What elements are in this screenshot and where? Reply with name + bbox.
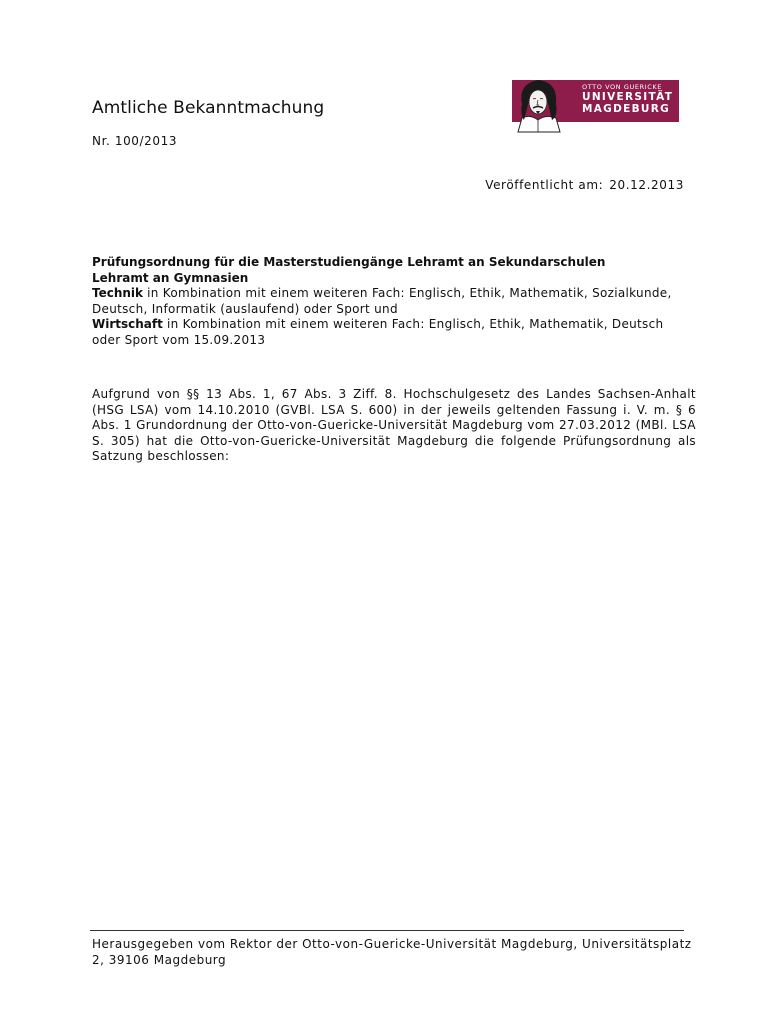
regulation-heading (92, 255, 692, 348)
technik-label: Technik (92, 286, 144, 300)
footer-publisher: Herausgegeben vom Rektor der Otto-von-Guericke-Universität Magdeburg, Universitätsplatz 2, 39106 Magdeburg (92, 937, 692, 967)
wirtschaft-description: in Kombination mit einem weiteren Fach: Englisch, Ethik, Mathematik, Deutsch oder Sport vom 15.09.2013 (92, 317, 664, 347)
heading-line-2: Lehramt an Gymnasien (92, 270, 249, 285)
logo-wordmark (582, 82, 673, 115)
heading-line-1: Prüfungsordnung für die Masterstudiengänge Lehramt an Sekundarschulen (92, 255, 606, 269)
preamble-paragraph: Aufgrund von §§ 13 Abs. 1, 67 Abs. 3 Ziff. 8. Hochschulgesetz des Landes Sachsen-Anhalt (HSG LSA) vom 14.10.2010 (GVBl. LSA S. 600) in der jeweils geltenden Fassung i. V. m. § 6 Abs. 1 Grundordnung der Otto-von-Guericke-Universität Magdeburg vom 27.03.2012 (MBl. LSA S. 305) hat die Otto-von-Guericke-Universität Magdeburg die folgende Prüfungsordnung als Satzung beschlossen: (92, 387, 696, 463)
footer-divider (90, 930, 684, 931)
document-title: Amtliche Bekanntmachung (92, 98, 325, 118)
publication-date (485, 178, 684, 192)
technik-description: in Kombination mit einem weiteren Fach: Englisch, Ethik, Mathematik, Sozialkunde, Deutsch, Informatik (auslaufend) oder Sport und (92, 286, 672, 316)
logo-line-3: MAGDEBURG (582, 103, 671, 115)
heading-technik (92, 286, 692, 317)
logo-line-1: OTTO VON GUERICKE (582, 83, 662, 91)
published-label: Veröffentlicht am: (485, 178, 604, 192)
heading-wirtschaft (92, 317, 692, 348)
announcement-number: Nr. 100/2013 (92, 134, 178, 148)
wirtschaft-label: Wirtschaft (92, 317, 163, 331)
logo-line-2: UNIVERSITÄT (582, 91, 674, 103)
published-date: 20.12.2013 (609, 178, 684, 192)
guericke-portrait-icon (508, 74, 570, 134)
university-logo (512, 80, 679, 122)
